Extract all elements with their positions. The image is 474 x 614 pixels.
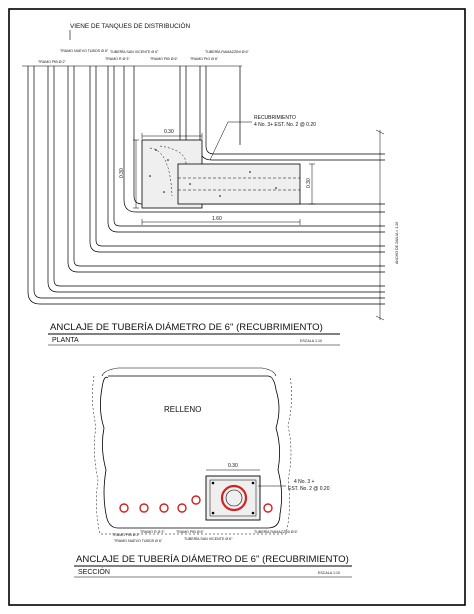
dim-left: 0.30 xyxy=(119,168,125,178)
section-view xyxy=(74,368,352,577)
plan-title: ANCLAJE DE TUBERÍA DIÁMETRO DE 6" (RECUBRIMIENTO) xyxy=(50,322,323,333)
plan-header: VIENE DE TANQUES DE DISTRIBUCIÓN xyxy=(70,23,191,30)
plan-pipe-label: TRAMO R Ø 3" xyxy=(105,57,130,61)
plan-view xyxy=(22,21,399,345)
plan-scale: ESCALA 1:10 xyxy=(300,339,322,343)
trench-top xyxy=(102,368,276,376)
rebar-note: 4 No. 3+ EST. No. 2 @ 0.20 xyxy=(254,122,316,128)
section-pipe-label: TUBERÍA SAN VICENTE Ø 6" xyxy=(184,537,233,541)
section-rebar-note-2: EST. No. 2 @ 0.20 xyxy=(288,486,330,492)
fill-label: RELLENO xyxy=(164,405,202,414)
section-pipe-label: TUBERÍA RAMAZZINI Ø 6" xyxy=(254,530,298,534)
section-pipe-label: TRAMO PIB Ø 2" xyxy=(112,533,140,537)
plan-pipe-label: TUBERÍA RAMAZZINI Ø 6" xyxy=(205,50,249,54)
section-pipe-label: TRAMO R Ø 3" xyxy=(140,530,165,534)
dim-top: 0.30 xyxy=(164,129,174,135)
section-scale: ESCALA 1:10 xyxy=(318,571,340,575)
dim-right: 0.30 xyxy=(306,178,312,188)
plan-pipe-label: TRAMO PIO Ø 6" xyxy=(190,57,219,61)
plan-view-name: PLANTA xyxy=(52,337,79,344)
section-view-name: SECCIÓN xyxy=(78,569,110,576)
section-title: ANCLAJE DE TUBERÍA DIÁMETRO DE 6" (RECUBRIMIENTO) xyxy=(76,554,349,565)
section-pipe-label: TRAMO PIB Ø 6" xyxy=(176,530,204,534)
section-rebar-note-1: 4 No. 3 + xyxy=(294,479,315,485)
section-dim-box: 0.30 xyxy=(228,463,238,469)
dim-length: 1.60 xyxy=(212,216,222,222)
plan-pipe-label: TRAMO NUEVO TUBOS Ø 6" xyxy=(60,49,109,53)
trench-width: ANCHO DE ZANJA = 1.20 xyxy=(395,221,399,264)
concrete-encasement xyxy=(142,140,300,208)
section-pipe-label: TRAMO NUEVO TUBOS Ø 6" xyxy=(114,539,163,543)
recubrimiento-label: RECUBRIMIENTO xyxy=(254,115,296,121)
trench-hatch xyxy=(92,376,291,534)
plan-pipe-label: TUBERÍA SAN VICENTE Ø 6" xyxy=(110,50,159,54)
plan-pipe-label: TRAMO PIB Ø 6" xyxy=(150,57,178,61)
plan-pipe-label: TRAMO PIB Ø 2" xyxy=(38,60,66,64)
